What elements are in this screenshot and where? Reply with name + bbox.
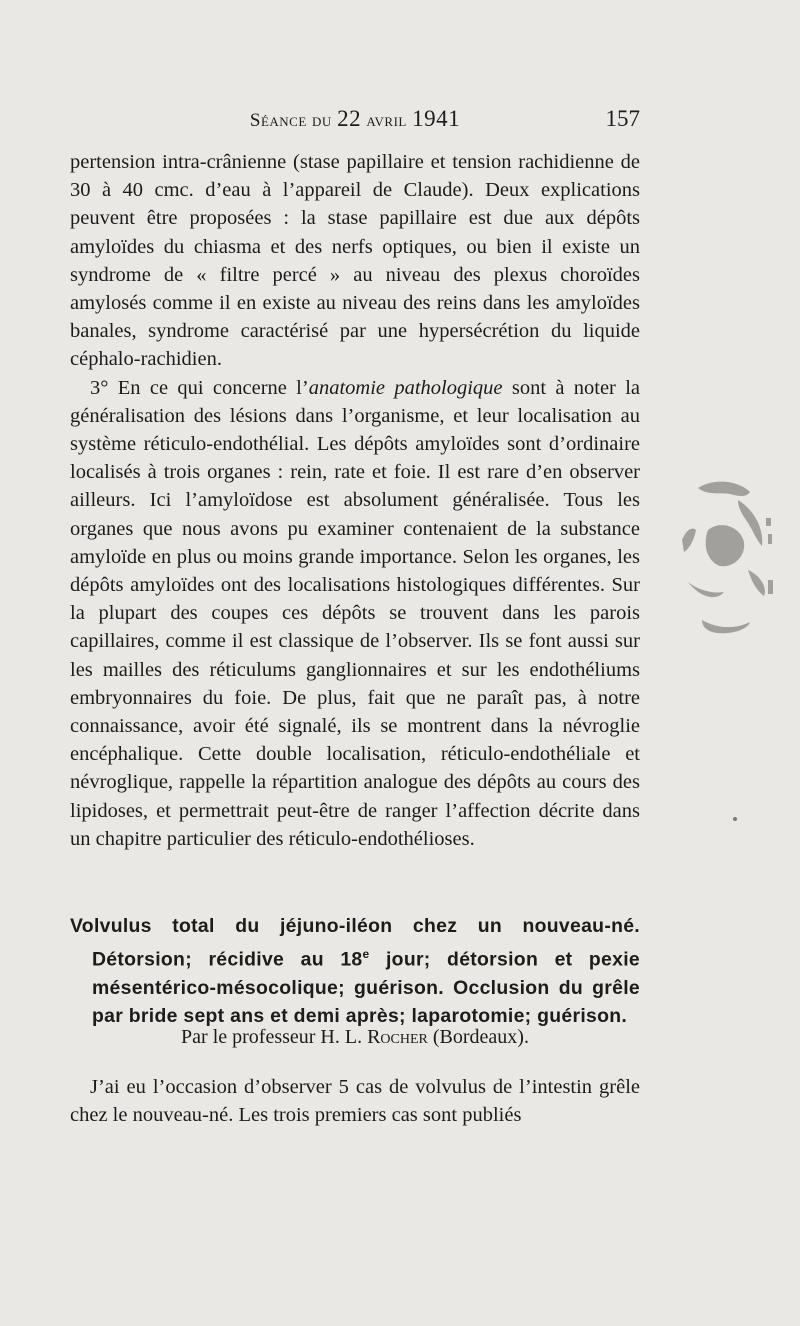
paragraph-2-rest: sont à noter la généralisation des lésions dans l’organisme, et leur localisation au système réticulo-endothélial. Les dépôts amyloïdes sont d’ordinaire localisés à trois organes : rein, rate et foie. Il est rare d’en observer ailleurs. Ici l’amyloïdose est absolument généralisée. Tous les organes que nous avons pu examiner contenaient de la substance amyloïde en plus ou moins grande importance. Selon les organes, les dépôts amyloïdes ont des localisations histologiques différentes. Sur la plupart des coupes ces dépôts se trouvent dans les parois capillaires, comme il est classique de l’observer. Ils se font aussi sur les mailles des réticulums ganglionnaires et sur les endothéliums embryonnaires du foie. De plus, fait que ne paraît pas, à notre connaissance, avoir été signalé, ils se montrent dans la névroglie encéphalique. Cette double localisation, réticulo-endothéliale et névroglique, rappelle la répartition analogue des dépôts au cours des lipidoses, et permettrait peut-être de ranger l’affection décrite dans un chapitre particulier des réticulo-endothélioses. [70, 376, 641, 850]
running-header [70, 106, 640, 136]
byline-suffix: (Bordeaux). [432, 1026, 529, 1048]
article-title-part-2: jour; détorsion et pexie mésentérico-mésocolique; guérison. Occlusion du grêle par bride sept ans et demi après; laparotomie; guérison. [92, 948, 640, 1028]
page-number: 157 [605, 106, 640, 131]
article-title-superscript: e [362, 947, 370, 962]
header-year: 1941 [412, 106, 461, 131]
article-title [70, 912, 640, 1030]
header-month: avril [366, 110, 407, 131]
paragraph-intro: J’ai eu l’occasion d’observer 5 cas de volvulus de l’intestin grêle chez le nouveau-né. Les trois premiers cas sont publiés [70, 1076, 640, 1127]
byline-author: Rocher [367, 1026, 428, 1048]
italic-anatomie-pathologique: anatomie pathologique [308, 376, 503, 399]
header-day: 22 [337, 106, 362, 131]
header-title-prefix: Séance du [249, 110, 332, 131]
paragraph-2-lead: 3° En ce qui concerne l’ [90, 376, 309, 399]
body-text-bottom [70, 1073, 640, 1129]
body-text-top [70, 148, 640, 853]
byline-prefix: Par le professeur H. L. [181, 1026, 363, 1048]
running-title [70, 106, 640, 132]
paragraph-stase-papillaire: pertension intra-crânienne (stase papillaire et tension rachidienne de 30 à 40 cmc. d’eau à l’appareil de Claude). Deux explications peuvent être proposées : la stase papillaire est due aux dépôts amyloïdes du chiasma et des nerfs optiques, ou bien il existe un syndrome de « filtre percé » au niveau des plexus choroïdes amylosés comme il en existe au niveau des reins dans les amyloïdes banales, syndrome caractérisé par une hypersécrétion du liquide céphalo-rachidien. [70, 151, 640, 371]
paragraph-anatomie-pathologique [70, 374, 640, 853]
ink-speck [733, 817, 737, 821]
library-stamp-icon [668, 470, 778, 640]
byline [70, 1026, 640, 1049]
article-title-part-1: Volvulus total du jéjuno-iléon chez un nouveau-né. Détorsion; récidive au 18 [70, 915, 640, 971]
